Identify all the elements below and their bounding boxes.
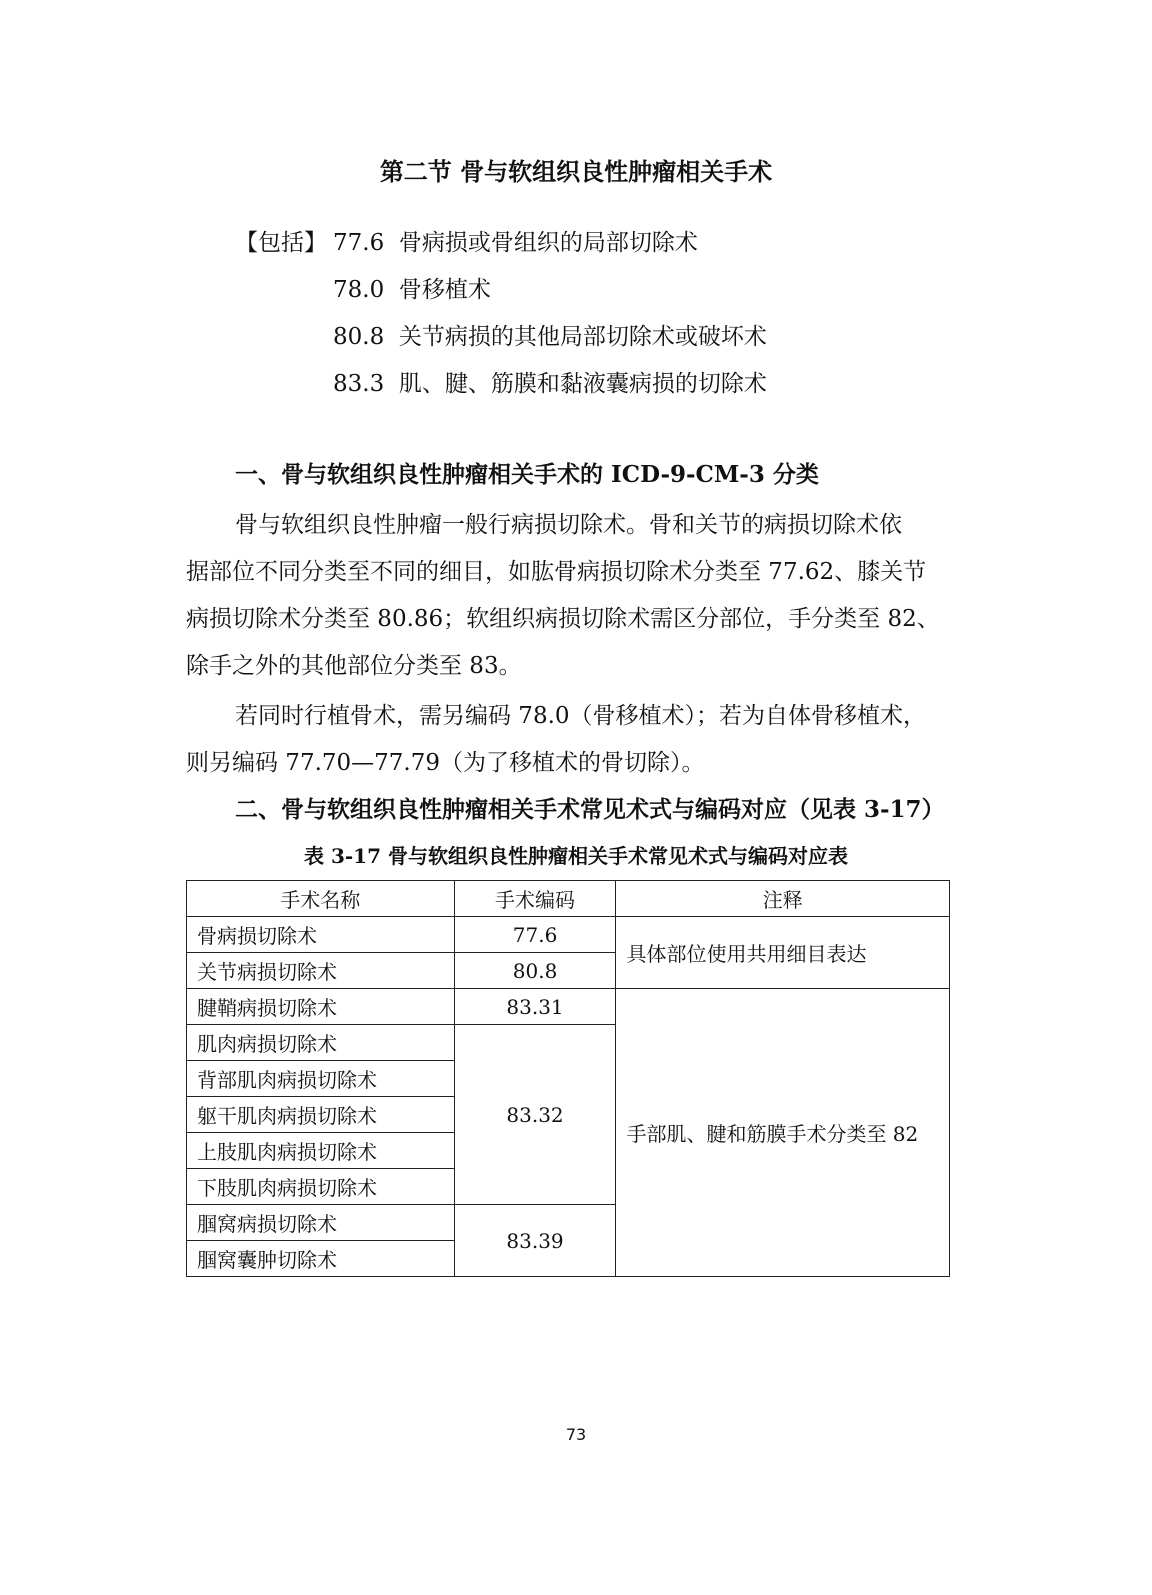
include-desc: 骨病损或骨组织的局部切除术 (398, 230, 698, 256)
surgery-name-cell: 肌肉病损切除术 (187, 1025, 455, 1061)
include-code: 78.0 (333, 277, 385, 303)
surgery-code-table (186, 880, 950, 1277)
surgery-name-cell: 关节病损切除术 (187, 953, 455, 989)
paragraph-2-line: 则另编码 77.70—77.79（为了移植术的骨切除）。 (186, 750, 705, 776)
page-number: 73 (565, 1425, 587, 1444)
surgery-name-cell: 骨病损切除术 (187, 917, 455, 953)
include-code: 83.3 (333, 371, 385, 397)
note-cell: 手部肌、腱和筋膜手术分类至 82 (616, 989, 950, 1277)
paragraph-1-line: 病损切除术分类至 80.86；软组织病损切除术需区分部位，手分类至 82、 (186, 606, 940, 632)
surgery-code-cell: 80.8 (454, 953, 616, 989)
table-row (187, 989, 950, 1025)
surgery-name-cell: 腱鞘病损切除术 (187, 989, 455, 1025)
surgery-name-cell: 腘窝病损切除术 (187, 1205, 455, 1241)
surgery-code-cell: 83.32 (454, 1025, 616, 1205)
include-item (333, 271, 491, 304)
table-row (187, 917, 950, 953)
include-item (333, 224, 698, 257)
note-cell: 具体部位使用共用细目表达 (616, 917, 950, 989)
surgery-code-cell: 83.31 (454, 989, 616, 1025)
paragraph-1-line: 骨与软组织良性肿瘤一般行病损切除术。骨和关节的病损切除术依 (235, 512, 902, 538)
header-note: 注释 (616, 881, 950, 917)
surgery-name-cell: 下肢肌肉病损切除术 (187, 1169, 455, 1205)
section-title: 第二节 骨与软组织良性肿瘤相关手术 (379, 157, 773, 186)
paragraph-1-line: 据部位不同分类至不同的细目，如肱骨病损切除术分类至 77.62、膝关节 (186, 559, 927, 585)
paragraph-2-line: 若同时行植骨术，需另编码 78.0（骨移植术）；若为自体骨移植术， (235, 703, 927, 729)
surgery-name-cell: 腘窝囊肿切除术 (187, 1241, 455, 1277)
include-item (333, 318, 767, 351)
paragraph-1-line: 除手之外的其他部位分类至 83。 (186, 653, 522, 679)
surgery-code-cell: 83.39 (454, 1205, 616, 1277)
include-desc: 关节病损的其他局部切除术或破坏术 (398, 324, 767, 350)
surgery-name-cell: 背部肌肉病损切除术 (187, 1061, 455, 1097)
surgery-code-cell: 77.6 (454, 917, 616, 953)
surgery-name-cell: 上肢肌肉病损切除术 (187, 1133, 455, 1169)
include-code: 80.8 (333, 324, 385, 350)
heading-2: 二、骨与软组织良性肿瘤相关手术常见术式与编码对应（见表 3-17） (235, 796, 945, 823)
include-code: 77.6 (333, 230, 385, 256)
table-caption: 表 3-17 骨与软组织良性肿瘤相关手术常见术式与编码对应表 (304, 844, 848, 868)
include-desc: 肌、腱、筋膜和黏液囊病损的切除术 (398, 371, 767, 397)
includes-label: 【包括】 (235, 230, 327, 256)
surgery-name-cell: 躯干肌肉病损切除术 (187, 1097, 455, 1133)
include-item (333, 365, 767, 398)
table-header-row (187, 881, 950, 917)
header-surgery-code: 手术编码 (454, 881, 616, 917)
heading-1: 一、骨与软组织良性肿瘤相关手术的 ICD-9-CM-3 分类 (235, 461, 819, 488)
include-desc: 骨移植术 (398, 277, 491, 303)
header-surgery-name: 手术名称 (187, 881, 455, 917)
